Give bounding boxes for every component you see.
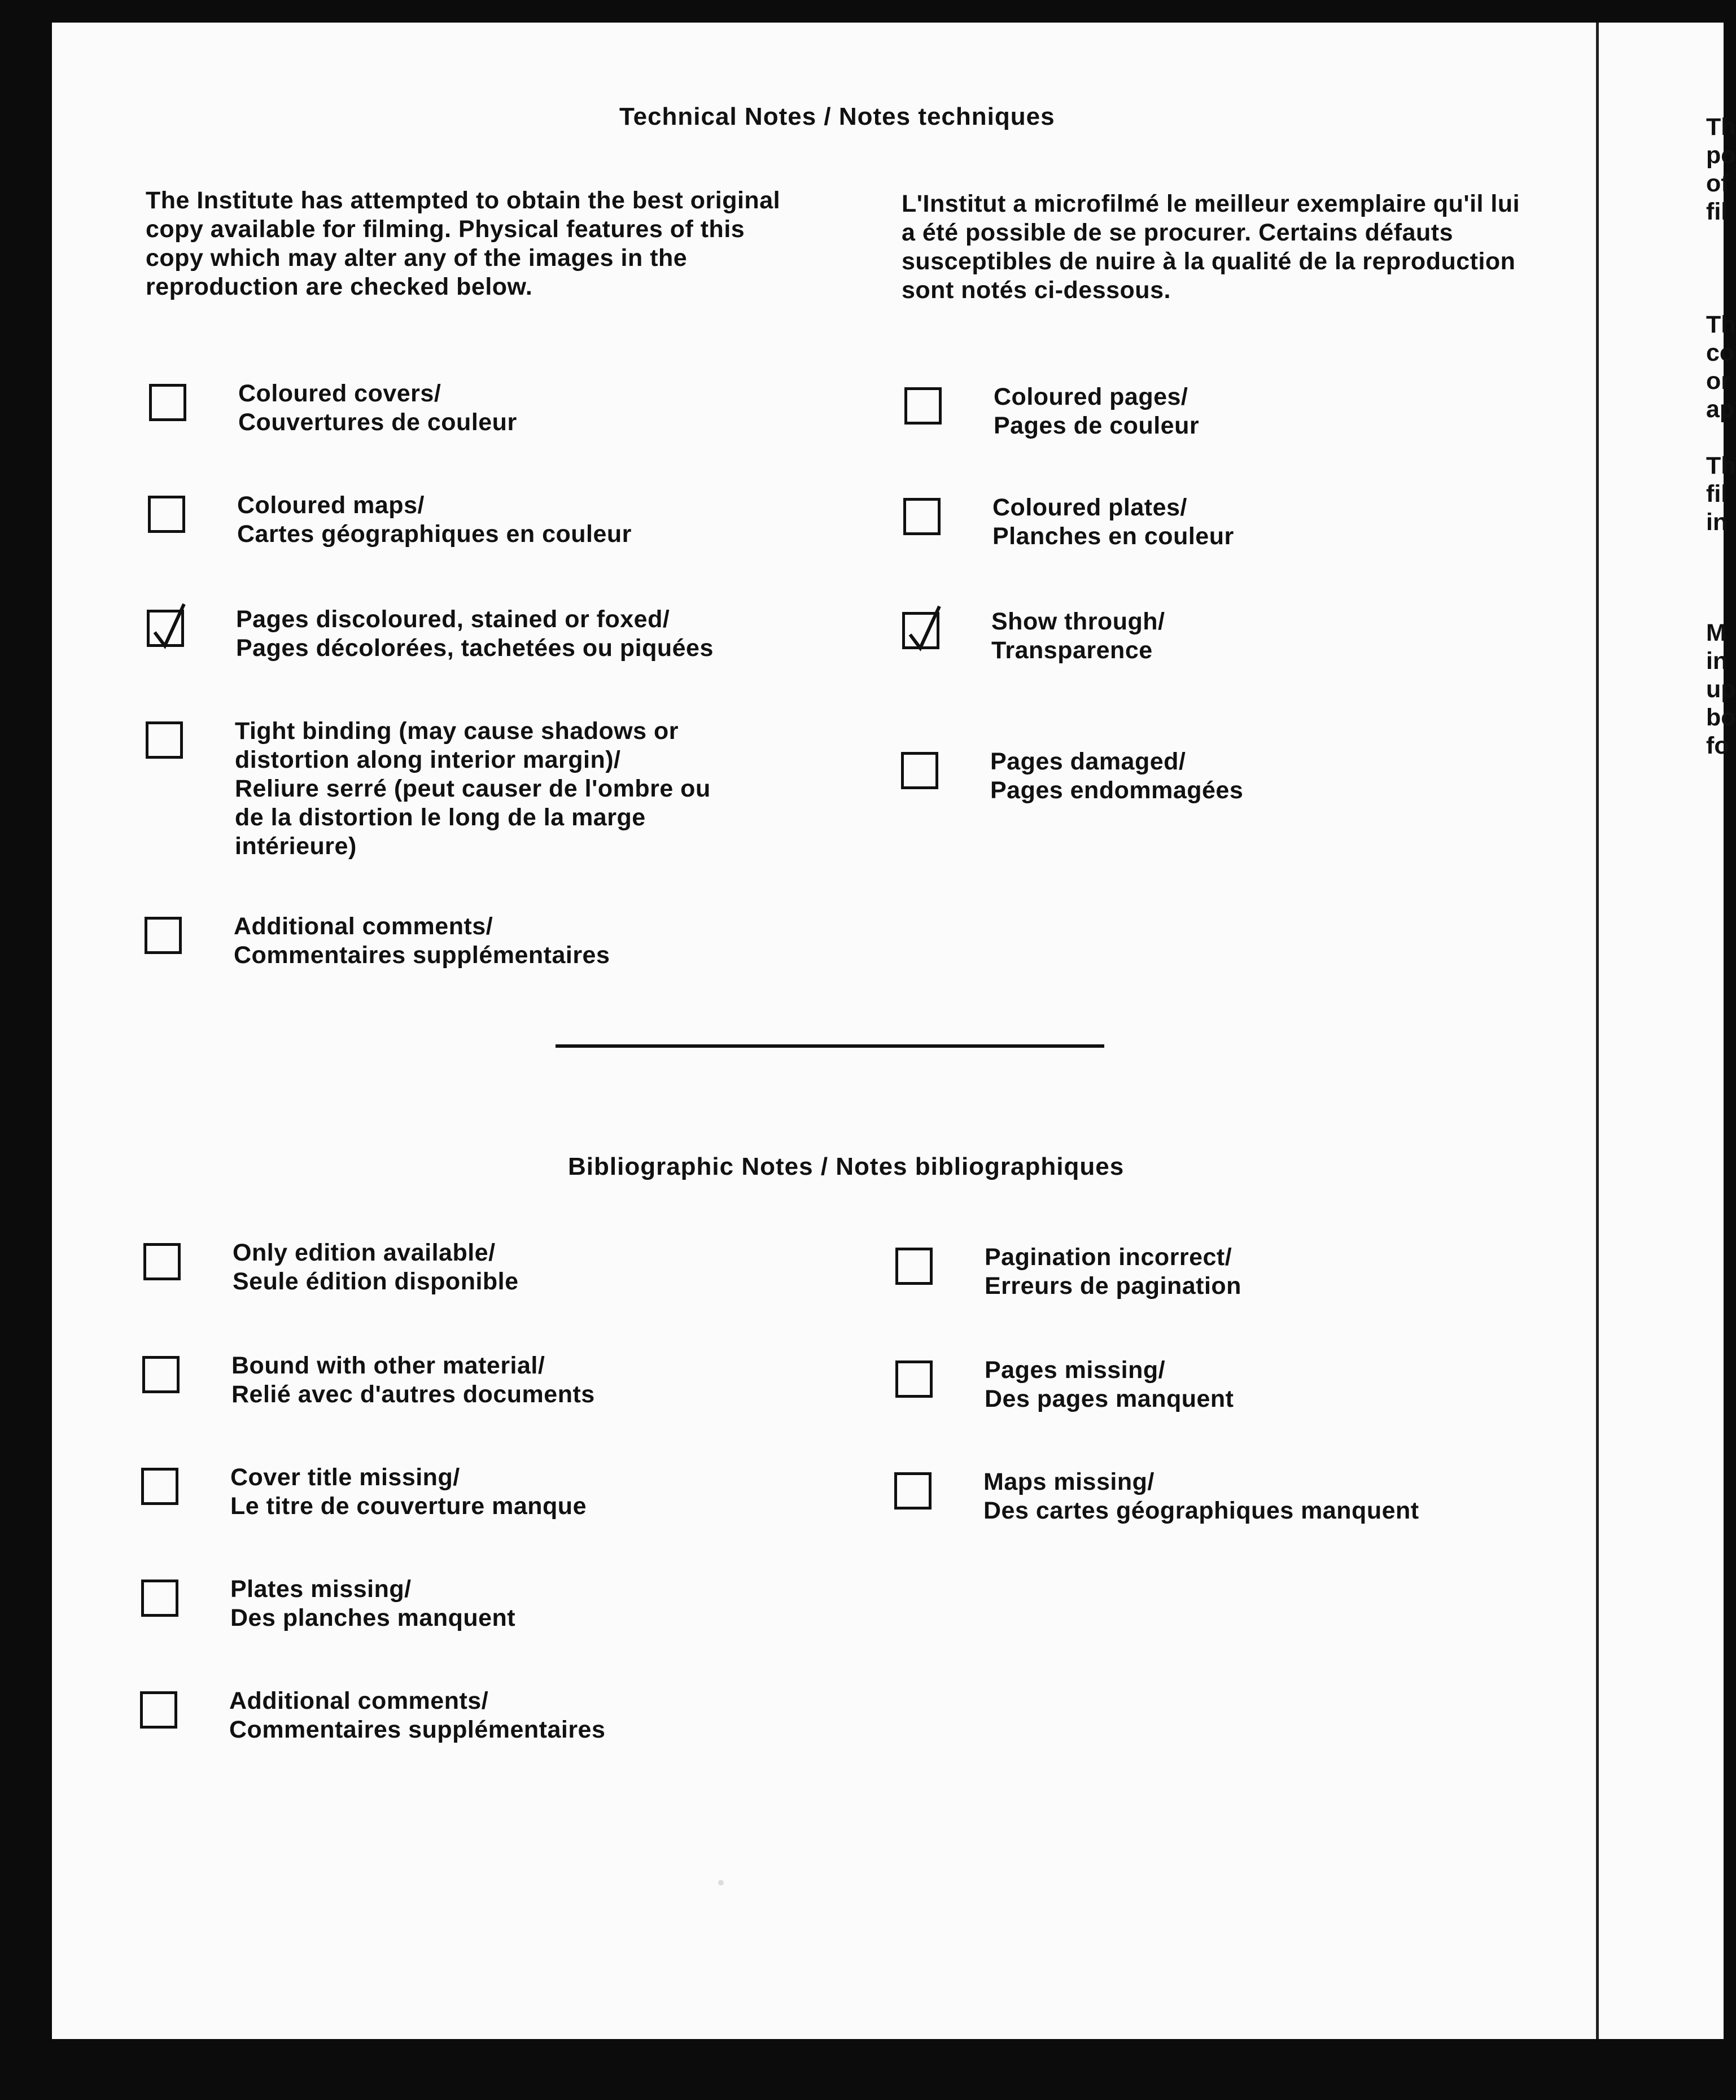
- technical-notes-title: Technical Notes / Notes techniques: [619, 103, 1055, 130]
- item-label: Additional comments/ Commentaires supplémentaires: [234, 913, 610, 969]
- item-label: Cover title missing/ Le titre de couverture manque: [230, 1464, 587, 1520]
- bibliographic-notes-title: Bibliographic Notes / Notes bibliographiques: [568, 1153, 1125, 1180]
- item-label: Tight binding (may cause shadows or distortion along interior margin)/ Reliure serré (peut causer de l'ombre ou de la distortion le long de la marge intérieure): [235, 718, 711, 860]
- checkbox[interactable]: [903, 498, 941, 535]
- page-text-fragment: co: [1706, 339, 1735, 366]
- checkbox[interactable]: [149, 384, 186, 421]
- page-text-fragment: or: [1706, 368, 1730, 395]
- checkbox[interactable]: [904, 387, 942, 425]
- item-label: Pages damaged/ Pages endommagées: [990, 748, 1244, 804]
- item-label: Plates missing/ Des planches manquent: [230, 1576, 516, 1631]
- item-label: Coloured plates/ Planches en couleur: [992, 494, 1234, 550]
- page-text-fragment: of: [1706, 170, 1729, 197]
- item-label: Pages discoloured, stained or foxed/ Pages décolorées, tachetées ou piquées: [236, 606, 714, 662]
- item-label: Coloured pages/ Pages de couleur: [994, 383, 1200, 439]
- item-label: Coloured covers/ Couvertures de couleur: [238, 380, 517, 436]
- page-text-fragment: fil: [1706, 198, 1728, 225]
- checkbox[interactable]: [901, 752, 938, 789]
- checkbox[interactable]: [143, 1243, 181, 1280]
- checkbox[interactable]: [146, 721, 183, 759]
- item-label: Only edition available/ Seule édition disponible: [233, 1239, 519, 1295]
- checkbox[interactable]: [145, 917, 182, 954]
- item-label: Pagination incorrect/ Erreurs de pagination: [985, 1244, 1241, 1300]
- checkbox[interactable]: [895, 1248, 933, 1285]
- checkmark-icon: [907, 604, 943, 653]
- intro-french: L'Institut a microfilmé le meilleur exemplaire qu'il lui a été possible de se procurer. Certains défauts susceptibles de nuire à la qualité de la reproduction sont notés ci-dessous.: [902, 190, 1520, 304]
- page-text-fragment: ap: [1706, 396, 1735, 423]
- page-text-fragment: Th: [1706, 311, 1736, 338]
- checkbox[interactable]: [140, 1691, 177, 1729]
- adjacent-page: [1596, 23, 1736, 2039]
- page-text-fragment: M: [1706, 619, 1726, 646]
- item-label: Pages missing/ Des pages manquent: [985, 1357, 1234, 1412]
- item-label: Additional comments/ Commentaires supplémentaires: [229, 1687, 606, 1743]
- checkbox[interactable]: [141, 1580, 178, 1617]
- page-text-fragment: po: [1706, 142, 1736, 169]
- checkbox[interactable]: [141, 1468, 178, 1505]
- page-text-fragment: fil: [1706, 480, 1728, 508]
- intro-english: The Institute has attempted to obtain the best original copy available for filming. Physical features of this copy which may alter any of the images in the reproduction are checked below.: [146, 187, 781, 300]
- checkmark-icon: [151, 602, 187, 650]
- item-label: Bound with other material/ Relié avec d'autres documents: [231, 1352, 595, 1408]
- checkbox[interactable]: [148, 496, 185, 533]
- checkbox[interactable]: [142, 1356, 180, 1393]
- dust-speck: [718, 1880, 724, 1885]
- page-text-fragment: Th: [1706, 452, 1736, 479]
- page-text-fragment: Th: [1706, 113, 1736, 141]
- page-text-fragment: fo: [1706, 732, 1729, 759]
- item-label: Maps missing/ Des cartes géographiques manquent: [983, 1468, 1419, 1524]
- page-text-fragment: in: [1706, 648, 1728, 675]
- page-text-fragment: up: [1706, 676, 1736, 703]
- checkbox[interactable]: [894, 1472, 932, 1510]
- page-text-fragment: bo: [1706, 704, 1736, 731]
- checkbox[interactable]: [895, 1360, 933, 1398]
- section-divider: [556, 1044, 1104, 1048]
- page-text-fragment: in: [1706, 509, 1728, 536]
- form-page: [52, 23, 1596, 2039]
- item-label: Coloured maps/ Cartes géographiques en couleur: [237, 492, 632, 548]
- item-label: Show through/ Transparence: [991, 608, 1165, 664]
